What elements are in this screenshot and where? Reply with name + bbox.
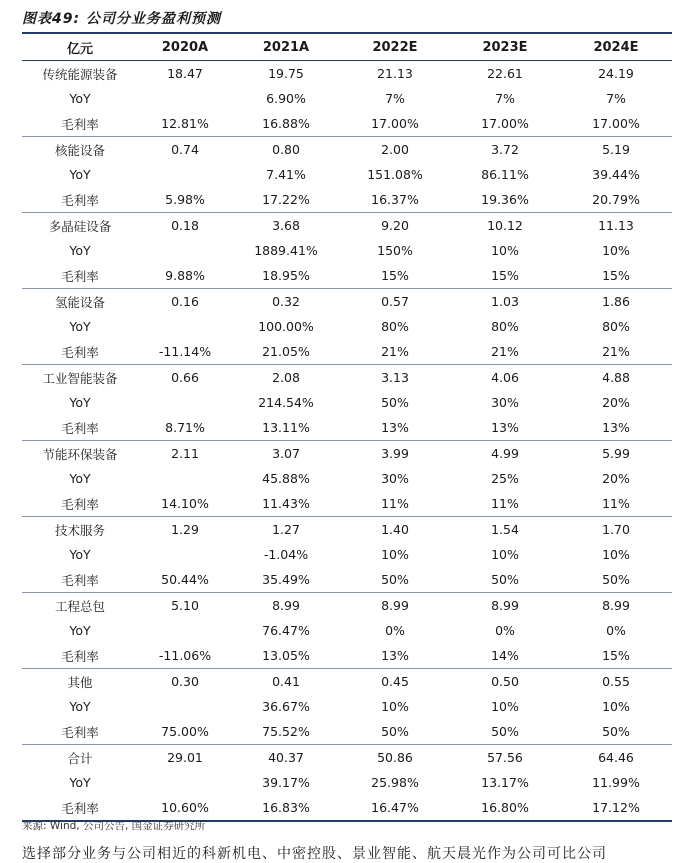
value-cell: 16.88% bbox=[262, 116, 310, 131]
row-label-cell: 技术服务 bbox=[54, 522, 105, 538]
value-cell: 13% bbox=[491, 420, 519, 435]
value-cell: 10% bbox=[491, 699, 519, 714]
row-label-cell: 多晶硅设备 bbox=[48, 218, 112, 234]
value-cell: 45.88% bbox=[262, 471, 310, 486]
value-cell: 17.22% bbox=[262, 192, 310, 207]
row-label-cell: 传统能源装备 bbox=[42, 66, 118, 82]
value-cell bbox=[138, 618, 232, 643]
value-cell: 151.08% bbox=[367, 167, 423, 182]
segment-row bbox=[22, 365, 672, 391]
value-cell: 50% bbox=[602, 724, 630, 739]
value-cell bbox=[138, 694, 232, 719]
value-cell: 3.07 bbox=[272, 446, 300, 461]
value-cell: 21.05% bbox=[262, 344, 310, 359]
segment-row bbox=[22, 593, 672, 619]
value-cell: 50% bbox=[381, 724, 409, 739]
value-cell: 64.46 bbox=[598, 750, 634, 765]
row-label-cell: 合计 bbox=[67, 750, 93, 766]
value-cell: 10% bbox=[602, 243, 630, 258]
segment-row bbox=[22, 137, 672, 163]
value-cell: -11.06% bbox=[158, 648, 212, 663]
value-cell: 2.08 bbox=[272, 370, 300, 385]
value-cell: 22.61 bbox=[487, 66, 523, 81]
row-label-cell: 毛利率 bbox=[61, 648, 99, 664]
yoy-row bbox=[22, 86, 672, 111]
row-label-cell: 工程总包 bbox=[54, 598, 105, 614]
value-cell: 75.00% bbox=[161, 724, 209, 739]
value-cell: 76.47% bbox=[262, 623, 310, 638]
value-cell: 1.40 bbox=[381, 522, 409, 537]
value-cell: 10% bbox=[381, 547, 409, 562]
value-cell: 13% bbox=[381, 420, 409, 435]
value-cell: 4.88 bbox=[602, 370, 630, 385]
value-cell: 12.81% bbox=[161, 116, 209, 131]
value-cell: 1.70 bbox=[602, 522, 630, 537]
value-cell: 25.98% bbox=[371, 775, 419, 790]
value-cell: 18.47 bbox=[167, 66, 203, 81]
value-cell: 13.05% bbox=[262, 648, 310, 663]
value-cell: 57.56 bbox=[487, 750, 523, 765]
value-cell bbox=[138, 770, 232, 795]
value-cell: 80% bbox=[491, 319, 519, 334]
value-cell: 9.88% bbox=[165, 268, 205, 283]
value-cell: 5.99 bbox=[602, 446, 630, 461]
row-label-cell: 毛利率 bbox=[61, 496, 99, 512]
row-label-cell: YoY bbox=[69, 91, 91, 106]
header-cell-2024e: 2024E bbox=[593, 39, 639, 55]
value-cell: 20% bbox=[602, 395, 630, 410]
value-cell: 50% bbox=[491, 724, 519, 739]
value-cell: 11.99% bbox=[592, 775, 640, 790]
value-cell: 0.45 bbox=[381, 674, 409, 689]
value-cell: 13% bbox=[381, 648, 409, 663]
yoy-row bbox=[22, 238, 672, 263]
value-cell: 7.41% bbox=[266, 167, 306, 182]
margin-row bbox=[22, 187, 672, 213]
value-cell: 17.00% bbox=[371, 116, 419, 131]
value-cell: 75.52% bbox=[262, 724, 310, 739]
value-cell: 50% bbox=[491, 572, 519, 587]
segment-row bbox=[22, 61, 672, 87]
value-cell: 29.01 bbox=[167, 750, 203, 765]
value-cell: 5.98% bbox=[165, 192, 205, 207]
value-cell: 10% bbox=[491, 243, 519, 258]
value-cell: -11.14% bbox=[158, 344, 212, 359]
value-cell bbox=[138, 162, 232, 187]
row-label-cell: 节能环保装备 bbox=[42, 446, 118, 462]
yoy-row bbox=[22, 162, 672, 187]
value-cell: 8.99 bbox=[602, 598, 630, 613]
value-cell bbox=[138, 390, 232, 415]
row-label-cell: 核能设备 bbox=[54, 142, 105, 158]
value-cell: 39.44% bbox=[592, 167, 640, 182]
segment-row bbox=[22, 441, 672, 467]
margin-row bbox=[22, 643, 672, 669]
row-label-cell: 毛利率 bbox=[61, 192, 99, 208]
value-cell: 0.80 bbox=[272, 142, 300, 157]
value-cell: 10.12 bbox=[487, 218, 523, 233]
value-cell: 5.10 bbox=[171, 598, 199, 613]
value-cell: 5.19 bbox=[602, 142, 630, 157]
value-cell: 7% bbox=[495, 91, 515, 106]
value-cell: 11% bbox=[602, 496, 630, 511]
value-cell: 150% bbox=[377, 243, 413, 258]
value-cell: 0.32 bbox=[272, 294, 300, 309]
value-cell: 3.99 bbox=[381, 446, 409, 461]
value-cell: 50% bbox=[381, 395, 409, 410]
value-cell: 50.44% bbox=[161, 572, 209, 587]
row-label-cell: 其他 bbox=[67, 674, 93, 690]
value-cell: 8.99 bbox=[491, 598, 519, 613]
value-cell: 3.72 bbox=[491, 142, 519, 157]
row-label-cell: 毛利率 bbox=[61, 420, 99, 436]
value-cell: 21% bbox=[491, 344, 519, 359]
value-cell: 40.37 bbox=[268, 750, 304, 765]
source-note: 来源: Wind, 公司公告, 国金证券研究所 bbox=[22, 820, 206, 832]
value-cell bbox=[138, 86, 232, 111]
yoy-row bbox=[22, 618, 672, 643]
segment-row bbox=[22, 669, 672, 695]
yoy-row bbox=[22, 542, 672, 567]
value-cell: 13.17% bbox=[481, 775, 529, 790]
yoy-row bbox=[22, 390, 672, 415]
value-cell: 14% bbox=[491, 648, 519, 663]
value-cell: 2.00 bbox=[381, 142, 409, 157]
row-label-cell: YoY bbox=[69, 547, 91, 562]
value-cell: 10% bbox=[602, 699, 630, 714]
value-cell: 3.13 bbox=[381, 370, 409, 385]
row-label-cell: YoY bbox=[69, 395, 91, 410]
value-cell: 17.12% bbox=[592, 800, 640, 815]
value-cell: 13.11% bbox=[262, 420, 310, 435]
margin-row bbox=[22, 111, 672, 137]
row-label-cell: 毛利率 bbox=[61, 344, 99, 360]
value-cell bbox=[138, 238, 232, 263]
header-cell-2020a: 2020A bbox=[161, 39, 209, 55]
row-label-cell: YoY bbox=[69, 699, 91, 714]
value-cell: 0.66 bbox=[171, 370, 199, 385]
margin-row bbox=[22, 339, 672, 365]
value-cell: 9.20 bbox=[381, 218, 409, 233]
row-label-cell: YoY bbox=[69, 471, 91, 486]
yoy-row bbox=[22, 694, 672, 719]
row-label-cell: 毛利率 bbox=[61, 268, 99, 284]
row-label-cell: 毛利率 bbox=[61, 724, 99, 740]
header-cell-unit: 亿元 bbox=[66, 41, 93, 57]
value-cell: 7% bbox=[385, 91, 405, 106]
value-cell bbox=[138, 314, 232, 339]
row-label-cell: 毛利率 bbox=[61, 572, 99, 588]
forecast-table bbox=[22, 32, 672, 822]
value-cell: 0% bbox=[385, 623, 405, 638]
value-cell: 17.00% bbox=[592, 116, 640, 131]
value-cell: 10% bbox=[491, 547, 519, 562]
value-cell: 0.30 bbox=[171, 674, 199, 689]
yoy-row bbox=[22, 466, 672, 491]
value-cell: -1.04% bbox=[263, 547, 309, 562]
value-cell: 11.43% bbox=[262, 496, 310, 511]
row-label-cell: YoY bbox=[69, 167, 91, 182]
value-cell: 1.54 bbox=[491, 522, 519, 537]
value-cell: 36.67% bbox=[262, 699, 310, 714]
value-cell: 50.86 bbox=[377, 750, 413, 765]
value-cell: 1.86 bbox=[602, 294, 630, 309]
margin-row bbox=[22, 415, 672, 441]
margin-row bbox=[22, 567, 672, 593]
segment-row bbox=[22, 289, 672, 315]
value-cell: 18.95% bbox=[262, 268, 310, 283]
value-cell: 11% bbox=[491, 496, 519, 511]
value-cell: 20% bbox=[602, 471, 630, 486]
value-cell: 100.00% bbox=[258, 319, 314, 334]
value-cell: 20.79% bbox=[592, 192, 640, 207]
value-cell: 4.06 bbox=[491, 370, 519, 385]
value-cell: 16.37% bbox=[371, 192, 419, 207]
segment-row bbox=[22, 517, 672, 543]
value-cell: 0.74 bbox=[171, 142, 199, 157]
value-cell: 11.13 bbox=[598, 218, 634, 233]
yoy-row bbox=[22, 314, 672, 339]
margin-row bbox=[22, 491, 672, 517]
value-cell bbox=[138, 542, 232, 567]
value-cell: 10.60% bbox=[161, 800, 209, 815]
table-body bbox=[22, 61, 672, 822]
row-label-cell: YoY bbox=[69, 623, 91, 638]
margin-row bbox=[22, 263, 672, 289]
value-cell: 30% bbox=[381, 471, 409, 486]
header-cell-2023e: 2023E bbox=[482, 39, 528, 55]
value-cell: 24.19 bbox=[598, 66, 634, 81]
value-cell: 7% bbox=[606, 91, 626, 106]
value-cell: 0% bbox=[606, 623, 626, 638]
value-cell: 0.50 bbox=[491, 674, 519, 689]
value-cell: 10% bbox=[381, 699, 409, 714]
value-cell bbox=[138, 466, 232, 491]
value-cell: 39.17% bbox=[262, 775, 310, 790]
row-label-cell: 工业智能装备 bbox=[42, 370, 118, 386]
value-cell: 0.18 bbox=[171, 218, 199, 233]
value-cell: 8.99 bbox=[272, 598, 300, 613]
value-cell: 50% bbox=[381, 572, 409, 587]
row-label-cell: YoY bbox=[69, 775, 91, 790]
segment-row bbox=[22, 745, 672, 771]
header-cell-2022e: 2022E bbox=[372, 39, 418, 55]
value-cell: 16.83% bbox=[262, 800, 310, 815]
value-cell: 15% bbox=[602, 648, 630, 663]
value-cell: 50% bbox=[602, 572, 630, 587]
value-cell: 4.99 bbox=[491, 446, 519, 461]
value-cell: 80% bbox=[602, 319, 630, 334]
yoy-row bbox=[22, 770, 672, 795]
value-cell: 6.90% bbox=[266, 91, 306, 106]
figure-title: 图表49: 公司分业务盈利预测 bbox=[22, 11, 221, 27]
header-cell-2021a: 2021A bbox=[262, 39, 310, 55]
value-cell: 15% bbox=[381, 268, 409, 283]
body-paragraph: 选择部分业务与公司相近的科新机电、中密控股、景业智能、航天晨光作为公司可比公司 bbox=[22, 846, 607, 862]
value-cell: 17.00% bbox=[481, 116, 529, 131]
margin-row bbox=[22, 719, 672, 745]
value-cell: 3.68 bbox=[272, 218, 300, 233]
value-cell: 1.03 bbox=[491, 294, 519, 309]
value-cell: 16.47% bbox=[371, 800, 419, 815]
value-cell: 8.99 bbox=[381, 598, 409, 613]
value-cell: 16.80% bbox=[481, 800, 529, 815]
value-cell: 2.11 bbox=[171, 446, 199, 461]
value-cell: 21% bbox=[381, 344, 409, 359]
row-label-cell: YoY bbox=[69, 319, 91, 334]
value-cell: 10% bbox=[602, 547, 630, 562]
value-cell: 21% bbox=[602, 344, 630, 359]
value-cell: 11% bbox=[381, 496, 409, 511]
value-cell: 0.57 bbox=[381, 294, 409, 309]
value-cell: 80% bbox=[381, 319, 409, 334]
row-label-cell: 毛利率 bbox=[61, 116, 99, 132]
value-cell: 19.36% bbox=[481, 192, 529, 207]
value-cell: 1.27 bbox=[272, 522, 300, 537]
row-label-cell: 氢能设备 bbox=[54, 294, 105, 310]
value-cell: 21.13 bbox=[377, 66, 413, 81]
value-cell: 214.54% bbox=[258, 395, 314, 410]
value-cell: 8.71% bbox=[165, 420, 205, 435]
value-cell: 0.41 bbox=[272, 674, 300, 689]
value-cell: 15% bbox=[602, 268, 630, 283]
value-cell: 1.29 bbox=[171, 522, 199, 537]
row-label-cell: 毛利率 bbox=[61, 800, 99, 816]
value-cell: 19.75 bbox=[268, 66, 304, 81]
segment-row bbox=[22, 213, 672, 239]
value-cell: 13% bbox=[602, 420, 630, 435]
value-cell: 86.11% bbox=[481, 167, 529, 182]
value-cell: 0% bbox=[495, 623, 515, 638]
value-cell: 0.55 bbox=[602, 674, 630, 689]
value-cell: 35.49% bbox=[262, 572, 310, 587]
row-label-cell: YoY bbox=[69, 243, 91, 258]
table-header-row bbox=[22, 33, 672, 61]
value-cell: 14.10% bbox=[161, 496, 209, 511]
value-cell: 25% bbox=[491, 471, 519, 486]
value-cell: 30% bbox=[491, 395, 519, 410]
value-cell: 1889.41% bbox=[254, 243, 318, 258]
value-cell: 15% bbox=[491, 268, 519, 283]
value-cell: 0.16 bbox=[171, 294, 199, 309]
